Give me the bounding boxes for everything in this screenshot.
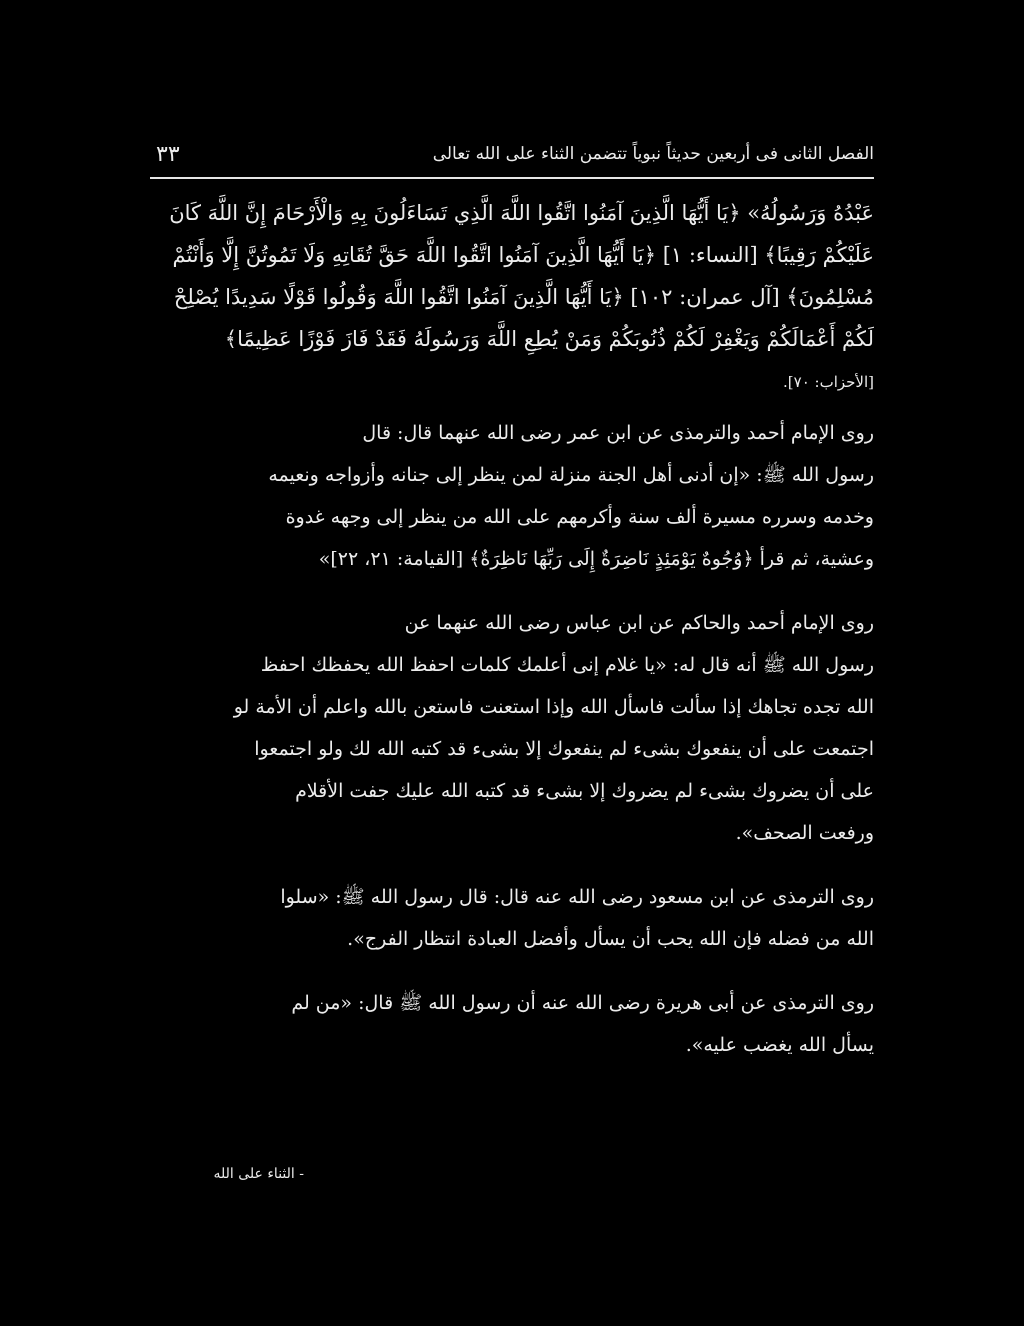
- hadith-line: يسأل الله يغضب عليه».: [685, 1034, 874, 1056]
- hadith-line: روى الترمذى عن ابن مسعود رضى الله عنه قال: قال رسول الله ﷺ: «سلوا: [280, 886, 874, 908]
- verse-line: عَبْدُهُ وَرَسُولُهُ» ﴿يَا أَيُّهَا الَّذِينَ آمَنُوا اتَّقُوا اللَّهَ الَّذِي تَسَاءَلُونَ بِهِ وَالْأَرْحَامَ إِنَّ اللَّهَ كَانَ: [169, 201, 874, 225]
- verse-reference: [الأحزاب: ٧٠].: [783, 373, 874, 391]
- page-body: [150, 192, 874, 1066]
- paragraph-gap: [150, 854, 874, 868]
- running-header: [150, 140, 874, 174]
- verse-line: عَلَيْكُمْ رَقِيبًا﴾ [النساء: ١] ﴿يَا أَيُّهَا الَّذِينَ آمَنُوا اتَّقُوا اللَّهَ حَقَّ تُقَاتِهِ وَلَا تَمُوتُنَّ إِلَّا وَأَنْتُمْ: [172, 243, 874, 267]
- hadith-paragraph: [150, 876, 874, 960]
- hadith-line: رسول الله ﷺ: «إن أدنى أهل الجنة منزلة لمن ينظر إلى جنانه وأزواجه ونعيمه: [268, 464, 874, 486]
- hadith-line: الله من فضله فإن الله يحب أن يسأل وأفضل العبادة انتظار الفرج».: [347, 928, 874, 950]
- paragraph-gap: [150, 960, 874, 974]
- hadith-line: على أن يضروك بشىء لم يضروك إلا بشىء قد كتبه الله عليك جفت الأقلام: [295, 780, 874, 802]
- page-number: ٣٣: [156, 142, 180, 167]
- hadith-line: ورفعت الصحف».: [735, 822, 874, 844]
- hadith-line: وعشية، ثم قرأ ﴿وُجُوهٌ يَوْمَئِذٍ نَاضِرَةٌ إِلَى رَبِّهَا نَاظِرَةٌ﴾ [القيامة: ٢١، ٢٢]»: [318, 548, 874, 570]
- hadith-line: روى الترمذى عن أبى هريرة رضى الله عنه أن رسول الله ﷺ قال: «من لم: [291, 992, 874, 1014]
- hadith-line: الله تجده تجاهك إذا سألت فاسأل الله وإذا استعنت فاستعن بالله واعلم أن الأمة لو: [233, 696, 874, 718]
- quran-verses: [150, 192, 874, 404]
- hadith-line: روى الإمام أحمد والترمذى عن ابن عمر رضى الله عنهما قال: قال: [362, 422, 874, 444]
- hadith-paragraph: [150, 412, 874, 580]
- hadith-line: روى الإمام أحمد والحاكم عن ابن عباس رضى الله عنهما عن: [404, 612, 874, 634]
- paragraph-gap: [150, 580, 874, 594]
- hadith-paragraph: [150, 982, 874, 1066]
- running-title: الفصل الثانى فى أربعين حديثاً نبوياً تتضمن الثناء على الله تعالى: [432, 144, 874, 164]
- hadith-line: اجتمعت على أن ينفعوك بشىء لم ينفعوك إلا بشىء قد كتبه الله لك ولو اجتمعوا: [254, 738, 874, 760]
- verse-line: مُسْلِمُونَ﴾ [آل عمران: ١٠٢] ﴿يَا أَيُّهَا الَّذِينَ آمَنُوا اتَّقُوا اللَّهَ وَقُولُوا قَوْلًا سَدِيدًا يُصْلِحْ: [173, 285, 874, 309]
- verse-line: لَكُمْ أَعْمَالَكُمْ وَيَغْفِرْ لَكُمْ ذُنُوبَكُمْ وَمَنْ يُطِعِ اللَّهَ وَرَسُولَهُ فَقَدْ فَازَ فَوْزًا عَظِيمًا﴾: [224, 327, 874, 351]
- hadith-line: رسول الله ﷺ أنه قال له: «يا غلام إنى أعلمك كلمات احفظ الله يحفظك احفظ: [260, 654, 874, 676]
- header-rule: [150, 177, 874, 179]
- hadith-line: وخدمه وسرره مسيرة ألف سنة وأكرمهم على الله من ينظر إلى وجهه غدوة: [285, 506, 874, 528]
- footer-note: - الثناء على الله: [213, 1166, 304, 1182]
- hadith-paragraph: [150, 602, 874, 854]
